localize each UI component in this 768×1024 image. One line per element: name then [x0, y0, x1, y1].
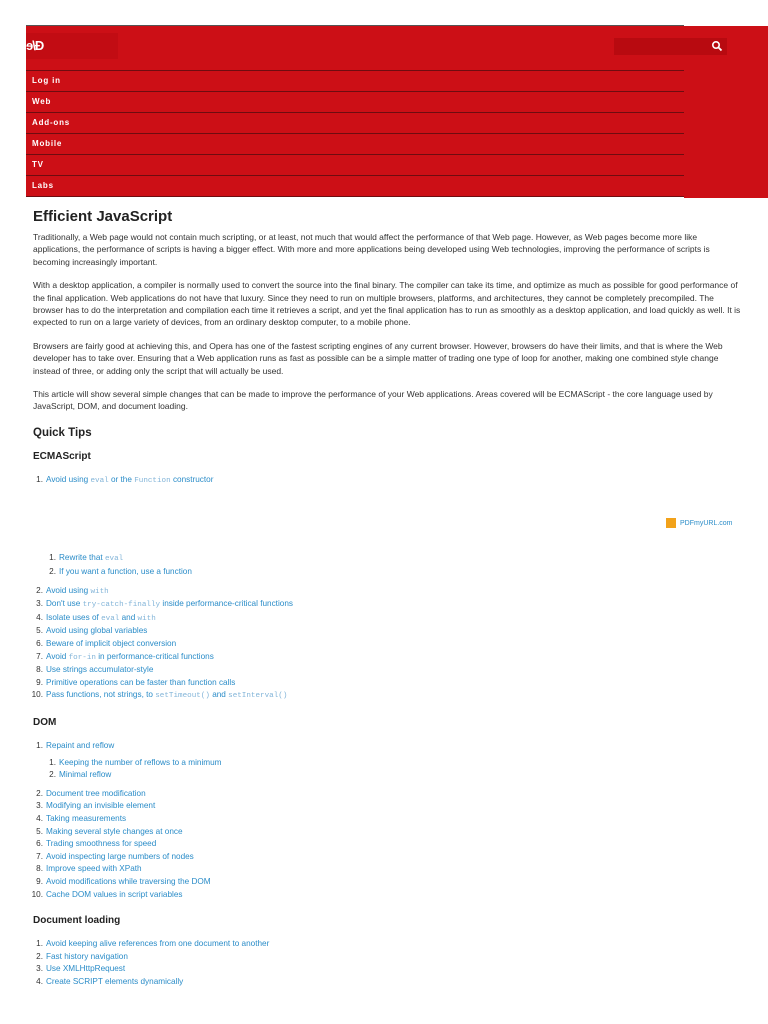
- list-number: 3.: [36, 801, 43, 811]
- list-number: 8.: [36, 864, 43, 874]
- nav-extension: [684, 70, 768, 198]
- list-item[interactable]: [46, 552, 743, 566]
- list-number: 4.: [36, 976, 43, 986]
- link-text[interactable]: Repaint and reflow: [46, 741, 115, 750]
- code-snippet[interactable]: eval: [101, 614, 120, 623]
- link-text[interactable]: Cache DOM values in script variables: [46, 889, 183, 899]
- main-nav: [26, 70, 684, 197]
- ecma-list-continued: [33, 585, 743, 703]
- link-text[interactable]: Use XMLHttpRequest: [46, 964, 126, 974]
- list-number: 1.: [36, 474, 43, 484]
- list-number: 3.: [36, 599, 43, 609]
- nav-item-labs[interactable]: Labs: [26, 175, 684, 197]
- article: [33, 208, 743, 989]
- pdfmyurl-badge[interactable]: [666, 518, 733, 528]
- list-item[interactable]: [33, 788, 743, 801]
- nav-item-tv[interactable]: TV: [26, 154, 684, 175]
- link-text[interactable]: Document tree modification: [46, 788, 146, 798]
- dom-list-continued: [33, 788, 743, 901]
- opera-logo[interactable]: ɘ\Ð: [26, 38, 44, 53]
- code-snippet[interactable]: with: [137, 614, 156, 623]
- nav-item-add-ons[interactable]: Add-ons: [26, 112, 684, 133]
- docload-list: [33, 938, 743, 988]
- list-item[interactable]: [33, 976, 743, 989]
- list-item[interactable]: [33, 813, 743, 826]
- code-snippet[interactable]: try-catch-finally: [82, 601, 161, 610]
- link-text[interactable]: inside performance-critical functions: [160, 599, 293, 609]
- link-text[interactable]: Primitive operations can be faster than function calls: [46, 677, 236, 687]
- list-item[interactable]: [33, 638, 743, 651]
- link-text[interactable]: and: [209, 690, 229, 700]
- section-heading-dom: DOM: [33, 717, 57, 728]
- list-number: 6.: [36, 639, 43, 649]
- paragraph: This article will show several simple changes that can be made to improve the performance of your Web applications. Areas covered will be ECMAScript - the core language used by JavaScript, DOM, and document loading.: [33, 389, 713, 412]
- list-item[interactable]: [33, 951, 743, 964]
- link-text[interactable]: Avoid keeping alive references from one document to another: [46, 939, 270, 949]
- list-number: 4.: [36, 612, 43, 622]
- link-text[interactable]: Avoid modifications while traversing the DOM: [46, 876, 211, 886]
- pdf-label[interactable]: PDFmyURL.com: [680, 519, 733, 527]
- link-text[interactable]: Use strings accumulator-style: [46, 665, 154, 675]
- list-number: 2.: [36, 788, 43, 798]
- list-number: 4.: [36, 813, 43, 823]
- list-number: 9.: [36, 876, 43, 886]
- link-text[interactable]: Avoid using: [46, 474, 91, 484]
- list-item[interactable]: [33, 876, 743, 889]
- section-heading-quick-tips: Quick Tips: [33, 426, 92, 439]
- search-icon[interactable]: [711, 40, 723, 52]
- list-item[interactable]: [46, 757, 743, 770]
- list-number: 7.: [36, 851, 43, 861]
- link-text[interactable]: Pass functions, not strings, to: [46, 690, 156, 700]
- search-input[interactable]: [614, 38, 727, 55]
- link-text[interactable]: Making several style changes at once: [46, 826, 183, 836]
- list-item[interactable]: [46, 769, 743, 782]
- list-item[interactable]: [33, 826, 743, 839]
- list-item[interactable]: [33, 963, 743, 976]
- list-number: 5.: [36, 826, 43, 836]
- list-item[interactable]: [33, 838, 743, 851]
- list-item[interactable]: [33, 740, 743, 753]
- list-item[interactable]: [33, 689, 743, 703]
- list-number: 5.: [36, 626, 43, 636]
- list-item[interactable]: [33, 664, 743, 677]
- code-snippet[interactable]: eval: [90, 476, 109, 485]
- link-text[interactable]: Avoid using: [46, 585, 91, 595]
- page-title: Efficient JavaScript: [33, 208, 173, 225]
- code-snippet[interactable]: eval: [104, 555, 124, 564]
- list-item[interactable]: [33, 851, 743, 864]
- list-item[interactable]: [46, 566, 743, 579]
- link-text[interactable]: Avoid using global variables: [46, 626, 148, 636]
- site-header: [26, 26, 684, 70]
- section-heading-document-loading: Document loading: [33, 915, 121, 927]
- code-snippet[interactable]: setTimeout(): [155, 692, 210, 701]
- list-number: 2.: [49, 770, 56, 780]
- list-item[interactable]: [33, 598, 743, 612]
- list-number: 1.: [49, 553, 56, 563]
- paragraph: Browsers are fairly good at achieving this, and Opera has one of the fastest scripting engines of any current browser. However, browsers do have their limits, and that is where the Web developer has to take over. Ensuring that a Web application runs as fast as possible can be a simple matter of trading one type of loop for another, making one combined style change instead of three, or adding only the script that will actually be used.: [33, 340, 723, 376]
- dom-sublist: [46, 757, 743, 782]
- list-number: 2.: [36, 951, 43, 961]
- list-number: 6.: [36, 839, 43, 849]
- link-text[interactable]: and: [119, 612, 138, 622]
- section-heading-ecmascript: ECMAScript: [33, 450, 91, 462]
- list-number: 8.: [36, 665, 43, 675]
- list-number: 2.: [49, 567, 56, 577]
- link-text[interactable]: Beware of implicit object conversion: [46, 639, 177, 649]
- code-snippet[interactable]: Function: [134, 476, 171, 485]
- link-text[interactable]: Taking measurements: [46, 813, 127, 823]
- list-number: 1.: [36, 741, 43, 750]
- link-text[interactable]: Improve speed with XPath: [46, 864, 142, 874]
- link-text[interactable]: or the: [108, 474, 135, 484]
- list-number: 1.: [36, 939, 43, 949]
- list-item[interactable]: [33, 474, 743, 488]
- paragraph: With a desktop application, a compiler is normally used to convert the source into the final binary. The compiler can take its time, and optimize as much as possible for good performance of the final application. Web applications do not have that luxury. Since they need to run on multiple browsers, platforms, and architectures, they cannot be completely precompiled. The browser has to do the interpretation and compilation each time it retrieves a script, and yet the final application has to run as smoothly as a desktop application, and load quickly as well. It is expected to run on a large variety of devices, from an ordinary desktop computer, to a mobile phone.: [33, 280, 741, 328]
- list-item[interactable]: [33, 677, 743, 690]
- link-text[interactable]: Fast history navigation: [46, 951, 128, 961]
- link-text[interactable]: Rewrite that: [59, 553, 105, 563]
- list-item[interactable]: [33, 651, 743, 665]
- nav-item-mobile[interactable]: Mobile: [26, 133, 684, 154]
- link-text[interactable]: constructor: [170, 474, 214, 484]
- link-text[interactable]: in performance-critical functions: [95, 651, 214, 661]
- link-text[interactable]: Create SCRIPT elements dynamically: [46, 976, 184, 986]
- list-number: 2.: [36, 585, 43, 595]
- ecma-sublist: [46, 552, 743, 578]
- list-item[interactable]: [33, 612, 743, 626]
- link-text[interactable]: Trading smoothness for speed: [46, 839, 157, 849]
- list-item[interactable]: [33, 863, 743, 876]
- list-item[interactable]: [33, 585, 743, 599]
- dom-list: [33, 740, 743, 753]
- list-item[interactable]: [33, 889, 743, 902]
- list-number: 3.: [36, 964, 43, 974]
- list-item[interactable]: [33, 938, 743, 951]
- code-snippet[interactable]: setInterval(): [228, 692, 288, 701]
- list-number: 7.: [36, 651, 43, 661]
- code-snippet[interactable]: for-in: [68, 653, 96, 662]
- pdf-icon: [666, 518, 676, 528]
- ecma-list: [33, 474, 743, 488]
- list-number: 1.: [49, 757, 56, 767]
- nav-item-log-in[interactable]: Log in: [26, 70, 684, 91]
- link-text[interactable]: Isolate uses of: [46, 612, 102, 622]
- link-text[interactable]: Avoid inspecting large numbers of nodes: [46, 851, 194, 861]
- link-text[interactable]: Don't use: [46, 599, 83, 609]
- list-number: 10.: [31, 889, 43, 899]
- link-text[interactable]: Avoid: [46, 651, 69, 661]
- code-snippet[interactable]: with: [90, 587, 109, 596]
- link-text[interactable]: If you want a function, use a function: [59, 567, 192, 577]
- link-text[interactable]: Keeping the number of reflows to a minimum: [59, 757, 222, 767]
- list-item[interactable]: [33, 800, 743, 813]
- link-text[interactable]: Modifying an invisible element: [46, 801, 156, 811]
- nav-item-web[interactable]: Web: [26, 91, 684, 112]
- list-number: 10.: [31, 690, 43, 700]
- list-number: 9.: [36, 677, 43, 687]
- link-text[interactable]: Minimal reflow: [59, 770, 112, 780]
- paragraph: Traditionally, a Web page would not contain much scripting, or at least, not much that would affect the performance of that Web page. However, as Web pages become more like applications, the performance of scripts is having a bigger effect. With more and more applications being developed using Web technologies, improving the performance of scripts is becoming increasingly important.: [33, 232, 710, 267]
- list-item[interactable]: [33, 625, 743, 638]
